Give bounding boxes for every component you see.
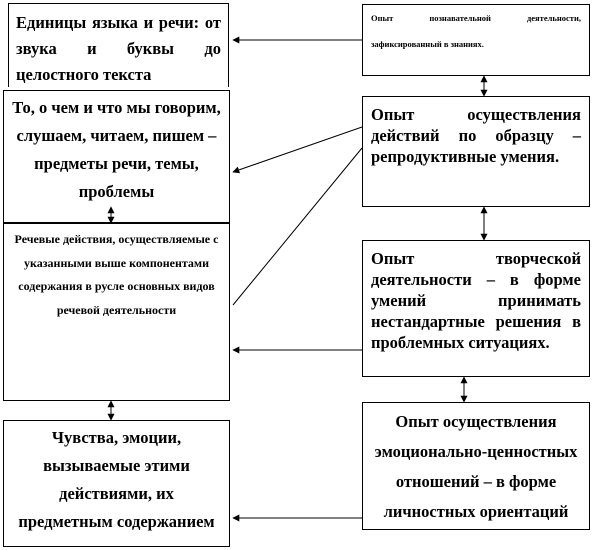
box-speech-actions-text: Речевые действия, осуществляемые с указанными выше компонентами содержания в русле основных видов речевой деятельности bbox=[14, 232, 219, 317]
box-emotional-experience bbox=[362, 402, 590, 530]
box-language-units bbox=[8, 3, 229, 87]
box-reproductive-experience bbox=[362, 96, 590, 207]
line-reproductive-to-actions bbox=[233, 148, 362, 305]
box-speech-subjects-text: То, о чем и что мы говорим, слушаем, читаем, пишем – предметы речи, темы, проблемы bbox=[12, 98, 221, 201]
arrow-reproductive-to-subjects bbox=[233, 127, 362, 172]
box-creative-experience-text: Опыт творческой деятельности – в форме умений принимать нестандартные решения в проблемных ситуациях. bbox=[371, 249, 581, 352]
box-language-units-text: Единицы языка и речи: от звука и буквы до целостного текста bbox=[16, 13, 221, 84]
box-speech-subjects bbox=[3, 90, 230, 223]
box-speech-actions bbox=[3, 223, 230, 401]
box-reproductive-experience-text: Опыт осуществления действий по образцу – репродуктивные умения. bbox=[371, 105, 581, 166]
box-cognitive-experience-text: Опыт познавательной деятельности, зафиксированный в знаниях. bbox=[371, 13, 581, 49]
box-emotional-experience-text: Опыт осуществления эмоционально-ценностных отношений – в форме личностных ориентаций bbox=[374, 412, 578, 521]
box-feelings bbox=[3, 420, 230, 547]
box-creative-experience bbox=[362, 240, 590, 377]
box-feelings-text: Чувства, эмоции, вызываемые этими действиями, их предметным содержанием bbox=[18, 428, 215, 531]
box-cognitive-experience bbox=[362, 4, 590, 76]
